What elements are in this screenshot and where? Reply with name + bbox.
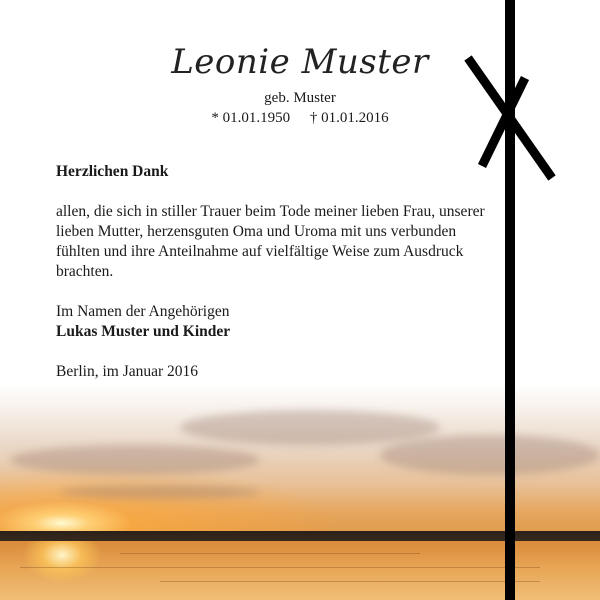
signature-intro: Im Namen der Angehörigen (56, 303, 230, 320)
deceased-name: Leonie Muster (171, 42, 429, 82)
signature-name: Lukas Muster und Kinder (56, 323, 231, 340)
ripple (120, 553, 420, 554)
thank-you-text (56, 162, 486, 382)
cloud (180, 410, 440, 445)
ripple (20, 567, 540, 568)
cloud (10, 445, 260, 475)
place-date: Berlin, im Januar 2016 (56, 363, 199, 380)
birth-date: * 01.01.1950 (211, 110, 291, 126)
thank-you-heading: Herzlichen Dank (56, 163, 169, 180)
birth-name: geb. Muster (264, 90, 336, 106)
cloud (380, 435, 600, 475)
ripple (160, 581, 540, 582)
death-date: † 01.01.2016 (309, 110, 389, 126)
cloud (60, 485, 260, 499)
thank-you-message: allen, die sich in stiller Trauer beim Tode meiner lieben Frau, unserer lieben Mutter, herzensguten Oma und Uroma mit uns verbunden fühlten und ihre Anteilnahme auf vielfältige Weise zum Ausdruck brachten. (56, 203, 485, 280)
mourning-ribbon-icon (460, 50, 560, 185)
